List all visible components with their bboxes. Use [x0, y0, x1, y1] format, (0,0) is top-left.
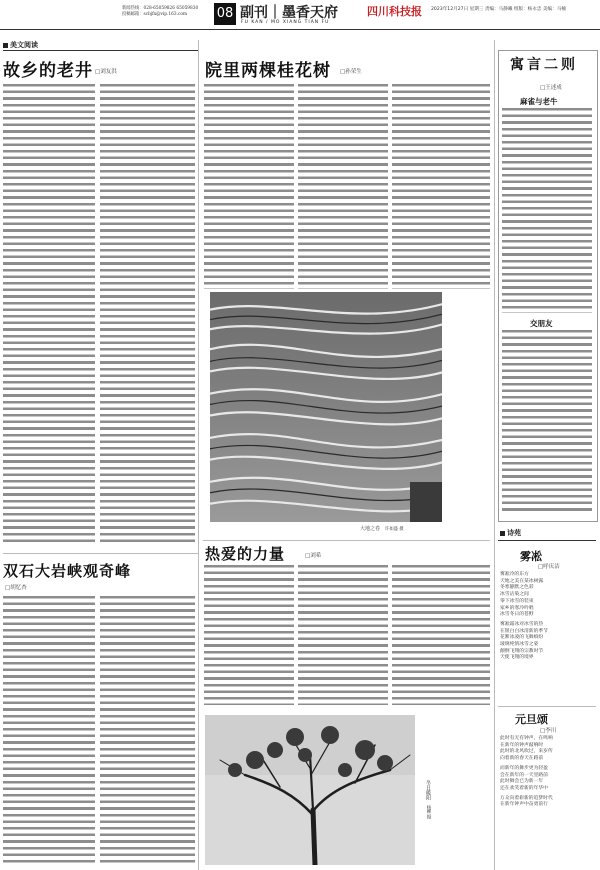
- article-body-column: [392, 84, 490, 289]
- article-byline: □孙荣生: [340, 69, 362, 75]
- submission-email: 投稿邮箱：scbjfx@vip.163.com: [122, 12, 188, 17]
- article-divider: [203, 540, 490, 541]
- poem-line: 冰雪沾染之间: [500, 592, 529, 598]
- contact-info: [122, 6, 198, 18]
- article-body-column: [3, 596, 95, 864]
- section-label-essay: 美文阅读: [3, 40, 38, 50]
- poem-line: 颠倒飞翔的宗教时节: [500, 648, 544, 654]
- poem-line: 在新年的钟声敲响时: [500, 742, 544, 748]
- article-body-column: [204, 565, 294, 705]
- winter-tree-photo: [205, 715, 415, 865]
- poem-line: 万众向着崭新的追梦时代: [500, 795, 553, 801]
- poem-body: [500, 736, 595, 809]
- poem-line: 雾凇霜冰对冰雪的热: [500, 621, 544, 627]
- masthead-rule: [0, 29, 600, 30]
- article-body-column: [298, 84, 388, 289]
- poem-line: 在银白白冰清新的季节: [500, 628, 548, 634]
- poem-line: 零下冰雪的装束: [500, 598, 534, 604]
- hotline: 新闻热线：028-65059826 65059830: [122, 6, 199, 11]
- article-byline: □胡忆杏: [5, 585, 27, 591]
- square-bullet-icon: [500, 531, 505, 536]
- poem-line: 向着新的春天在路前: [500, 756, 544, 762]
- poem-line: 雾凇冷的东方: [500, 572, 529, 577]
- newspaper-logo: 四川科技报: [367, 5, 422, 18]
- terraced-fields-photo: [210, 292, 442, 522]
- square-bullet-icon: [3, 43, 8, 48]
- poem-line: 而新年的舞步更为轻盈: [500, 765, 548, 771]
- page-title-pinyin: FU KAN / MO XIANG TIAN FU: [241, 20, 330, 25]
- poem-line: 家乡的寒冷吟唱: [500, 605, 534, 611]
- poem-line: 在新年钟声中奋勇前行: [500, 802, 548, 808]
- poem-line: 冬寒静默之色彩: [500, 585, 534, 591]
- article-body-column: [392, 565, 490, 705]
- photo-caption: 冬日暖阳 杨柳 摄: [425, 780, 431, 820]
- fable-body: [502, 330, 592, 515]
- photo-caption: 大地之卷 许如盛 摄: [360, 526, 404, 532]
- page-number: 08: [214, 3, 236, 25]
- poem-byline: □李川: [540, 728, 557, 734]
- article-title: 热爱的力量: [205, 545, 286, 563]
- fables-title: 寓言二则: [510, 57, 578, 73]
- column-divider: [198, 40, 199, 870]
- poem-line: 玻璃纯情冰雪之姿: [500, 642, 539, 648]
- issue-info: 2023年12月27日 星期三 责编：马静曦 组版：杨永忠 美编：马楠: [431, 7, 566, 12]
- poem-byline: □呼庆洁: [538, 564, 560, 570]
- article-title: 院里两棵桂花树: [205, 61, 331, 81]
- fable-title: 麻雀与老牛: [520, 97, 558, 106]
- article-title: 双石大岩峡观奇峰: [3, 562, 132, 580]
- poem-title: 雾凇: [520, 550, 542, 563]
- poem-line: 此时有无有钟声，在鸣响: [500, 736, 553, 741]
- article-body-column: [100, 596, 195, 864]
- poem-title: 元旦颂: [515, 713, 548, 726]
- article-body-column: [298, 565, 388, 705]
- fables-byline: □王述成: [540, 85, 562, 91]
- section-rule: [498, 540, 596, 541]
- masthead: [0, 0, 600, 30]
- page-title: 副刊｜墨香天府: [240, 5, 338, 21]
- poem-line: 此时的北风吹过，来岁传: [500, 749, 553, 755]
- poem-line: 此时舞会已为新一年: [500, 779, 544, 785]
- article-body-column: [100, 84, 195, 544]
- article-body-column: [3, 84, 95, 544]
- fable-body: [502, 108, 592, 313]
- article-byline: □刘希: [305, 553, 322, 559]
- article-title: 故乡的老井: [3, 61, 93, 81]
- fable-title: 交朋友: [530, 319, 553, 328]
- poem-line: 天使飞翔的境界: [500, 655, 534, 661]
- article-body-column: [204, 84, 294, 289]
- article-byline: □刘友洪: [95, 69, 117, 75]
- article-divider: [3, 553, 198, 554]
- column-divider: [494, 40, 495, 870]
- poem-line: 花絮冰凌的飞舞缤纷: [500, 635, 544, 641]
- poem-line: 天地之美在某冰树露: [500, 578, 544, 584]
- poem-line: 会在新年的一天里路前: [500, 772, 548, 778]
- section-label-poetry: 诗苑: [500, 528, 521, 538]
- poem-divider: [498, 706, 596, 707]
- poem-body: [500, 572, 595, 662]
- poem-line: 还在欢笑着新的年华中: [500, 785, 548, 791]
- section-rule: [3, 50, 198, 51]
- poem-line: 冰雪冬日的苍野: [500, 612, 534, 618]
